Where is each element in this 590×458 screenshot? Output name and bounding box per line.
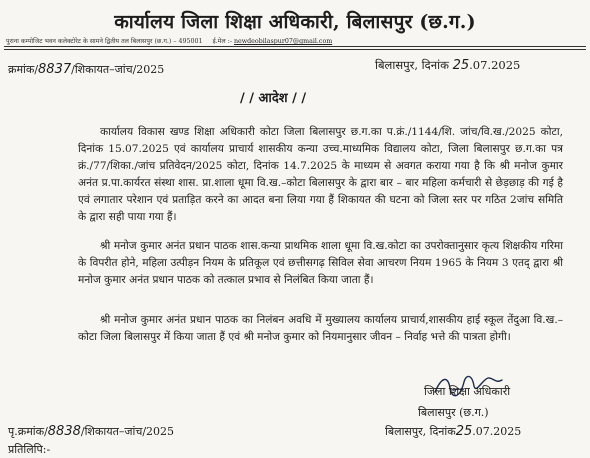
copy-to-label: प्रतिलिपि:- — [8, 443, 51, 456]
endorsement-number — [8, 424, 174, 439]
header-divider-bottom — [4, 49, 586, 50]
date-prefix: बिलासपुर, दिनांक — [375, 58, 449, 72]
endorsement-suffix: /शिकायत–जांच/2025 — [80, 425, 175, 438]
paragraph-text-3: श्री मनोज कुमार अनंत प्रधान पाठक का निलंबन अवधि में मुख्यालय कार्यालय प्राचार्य,शासकीय हाई स्कूल तेंदुआ वि.ख.–कोटा जिला बिलासपुर में किया जाता हैं एवं श्री मनोज कुमार को नियमानुसार जीवन – निर्वाह भत्ते की पात्रता होगी। — [78, 314, 563, 343]
order-heading: / / आदेश / / — [240, 91, 307, 106]
endorsement-date — [385, 424, 521, 439]
reference-suffix: /शिकायत–जांच/2025 — [71, 63, 165, 76]
endorsement-handwritten-day: 25 — [455, 424, 473, 439]
order-paragraph-2 — [78, 238, 563, 289]
office-address: पुराना कम्पोजिट भवन कलेक्टोरेट के सामने द्वितीय तल बिलासपुर (छ.ग.) – 495001 — [6, 38, 203, 45]
endorsement-date-rest: .07.2025 — [472, 425, 522, 438]
reference-date — [375, 58, 520, 73]
paragraph-text-1: कार्यालय विकास खण्ड शिक्षा अधिकारी कोटा जिला बिलासपुर छ.ग.का प.क्रं./1144/शि. जांच/वि.ख./2025 कोटा, दिनांक 15.07.2025 एवं कार्यालय प्राचार्य शासकीय कन्या उच्च.माध्यमिक विद्यालय कोटा, जिला बिलासपुर छ.ग.का पत्र क्रं./77/शिका./जांच प्रतिवेदन/2025 कोटा, दिनांक 14.7.2025 के माध्यम से अवगत कराया गया है कि श्री मनोज कुमार अनंत प्र.पा.कार्यरत संस्था शास. प्रा.शाला धूमा वि.ख.–कोटा बिलासपुर के द्वारा बार – बार महिला कर्मचारी से छेड़छाड़ की गई है एवं लगातार परेशान एवं प्रताड़ित करने का आदत बना लिया गया हैं शिकायत की घटना को जिला स्तर पर गठित 2जांच समिति के द्वारा सही पाया गया हैं। — [78, 126, 563, 223]
endorsement-handwritten-number: 8838 — [47, 424, 81, 439]
header-divider-top — [4, 46, 586, 47]
office-email: newdeobilaspur07@gmail.com — [233, 38, 333, 45]
date-rest: .07.2025 — [469, 58, 521, 72]
paragraph-text-2: श्री मनोज कुमार अनंत प्रधान पाठक शास.कन्या प्राथमिक शाला धूमा वि.ख.कोटा का उपरोक्तानुसार कृत्य शिक्षकीय गरिमा के विपरीत होने, महिला उत्पीड़न नियम के प्रतिकूल एवं छत्तीसगढ़ सिविल सेवा आचरण नियम 1965 के नियम 3 एतद् द्वारा श्री मनोज कुमार अनंत प्रधान पाठक को तत्काल प्रभाव से निलंबित किया जाता हैं। — [78, 240, 563, 286]
reference-prefix: क्रमांक/ — [8, 63, 39, 76]
endorsement-prefix: पृ.क्रमांक/ — [8, 425, 48, 438]
endorsement-date-prefix: बिलासपुर, दिनांक — [385, 425, 456, 438]
signatory-location: बिलासपुर (छ.ग.) — [418, 406, 489, 419]
order-paragraph-3 — [78, 312, 563, 346]
reference-number — [8, 62, 164, 77]
order-paragraph-1 — [78, 124, 563, 226]
signatory-designation: जिला शिक्षा अधिकारी — [424, 385, 511, 398]
date-handwritten-day: 25 — [452, 58, 470, 73]
office-title: कार्यालय जिला शिक्षा अधिकारी, बिलासपुर (छ.ग.) — [114, 11, 476, 33]
office-address-line — [6, 36, 586, 45]
reference-handwritten-number: 8837 — [38, 62, 72, 77]
email-label: ई.मेल :- — [212, 38, 232, 45]
